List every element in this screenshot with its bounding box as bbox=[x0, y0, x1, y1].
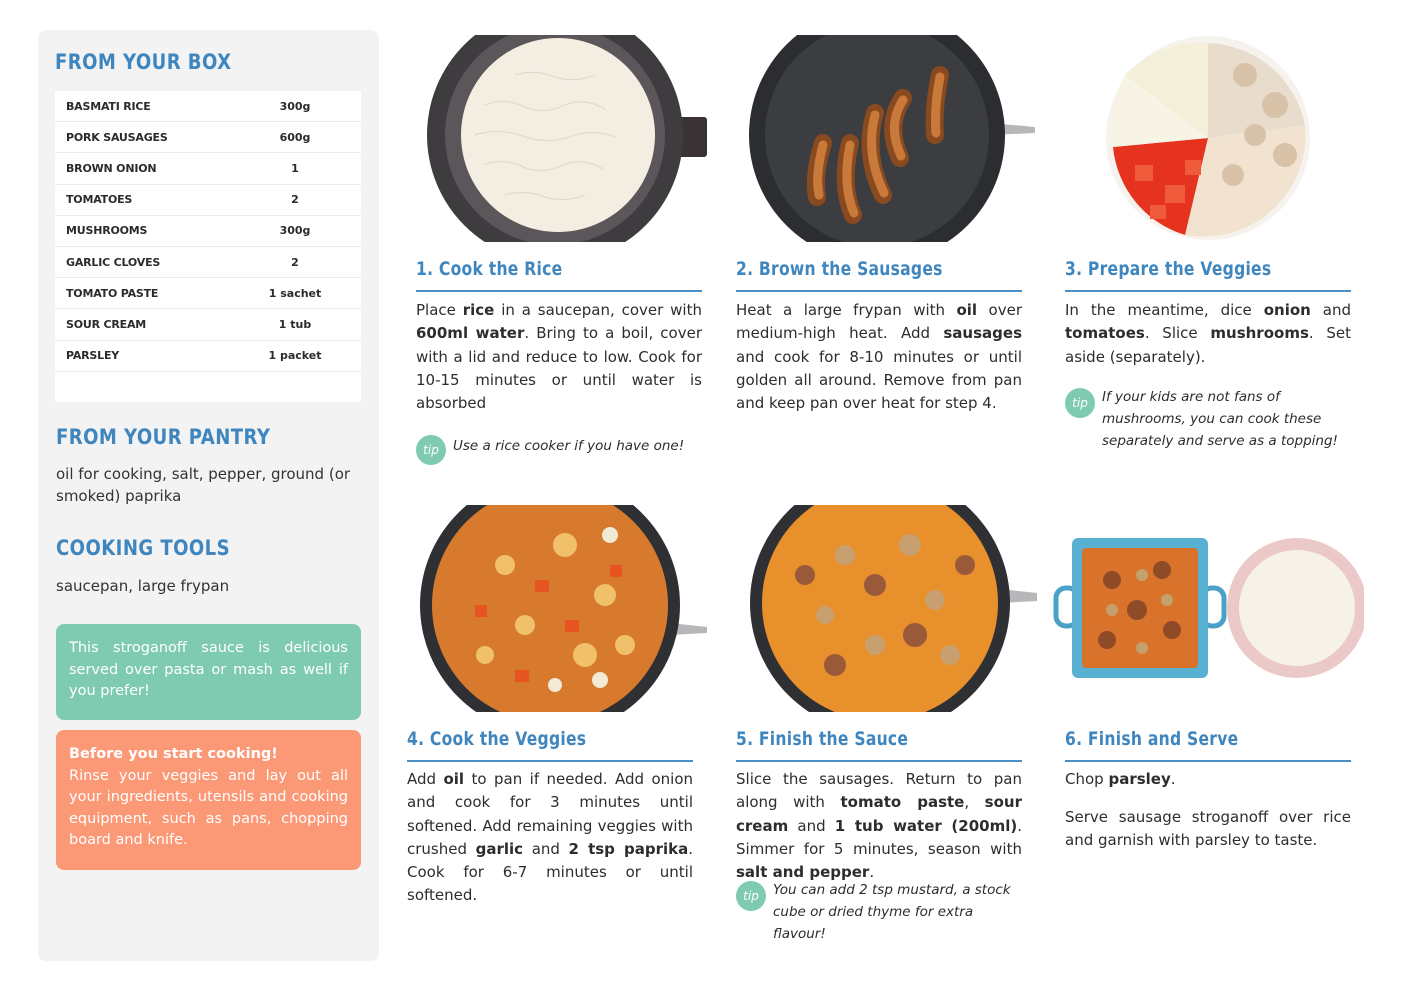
tip-badge-icon: tip bbox=[416, 435, 446, 465]
instruction-text: . bbox=[1170, 770, 1176, 788]
instruction-text: Slice the sausages. Return to pan along with bbox=[736, 770, 1022, 812]
ingredient-quantity: 1 packet bbox=[268, 349, 322, 363]
step-3-text bbox=[1065, 299, 1351, 369]
step-5-text bbox=[736, 768, 1022, 884]
step-5-tip-text: You can add 2 tsp mustard, a stock cube or dried thyme for extra flavour! bbox=[773, 882, 1011, 942]
step-1-text bbox=[416, 299, 702, 415]
step-1-tip bbox=[416, 433, 706, 465]
ingredient-row bbox=[55, 216, 361, 247]
instruction-text: and cook for 8-10 minutes or until golden all around. Remove from pan and keep pan over heat for step 4. bbox=[736, 347, 1022, 413]
ingredient-highlight: mushrooms bbox=[1210, 324, 1309, 343]
cooking-tools-text: saucepan, large frypan bbox=[56, 577, 230, 595]
ingredient-name: PARSLEY bbox=[66, 349, 120, 363]
step-5-photo bbox=[735, 505, 1037, 712]
instruction-text: Heat a large frypan with bbox=[736, 301, 957, 319]
instruction-text: . Slice bbox=[1144, 324, 1211, 343]
ingredient-highlight: 1 tub water (200ml) bbox=[834, 816, 1018, 835]
from-your-box-heading: FROM YOUR BOX bbox=[55, 50, 232, 74]
ingredient-quantity: 2 bbox=[291, 255, 299, 269]
instruction-text: over medium-high heat. Add bbox=[736, 301, 1022, 343]
instruction-text: to pan if needed. Add onion and cook for 3 minutes until softened. Add remaining veggies with crushed bbox=[407, 770, 693, 858]
ingredients-sidebar bbox=[38, 30, 379, 961]
ingredient-name: MUSHROOMS bbox=[66, 224, 148, 238]
ingredient-name: TOMATOES bbox=[66, 193, 133, 207]
step-5-tip bbox=[736, 879, 1026, 945]
step-1-photo bbox=[405, 35, 707, 242]
instruction-text: and bbox=[523, 839, 569, 858]
instruction-text: in a saucepan, cover with bbox=[494, 301, 702, 319]
ingredient-name: SOUR CREAM bbox=[66, 317, 147, 331]
ingredient-highlight: salt and pepper bbox=[736, 863, 870, 882]
instruction-text: In the meantime, dice bbox=[1065, 301, 1264, 319]
step-2-text bbox=[736, 299, 1022, 415]
step-1-title: 1. Cook the Rice bbox=[416, 258, 563, 280]
instruction-text: . bbox=[869, 863, 875, 882]
step-5-title: 5. Finish the Sauce bbox=[736, 728, 909, 750]
step-6-serve-text: Serve sausage stroganoff over rice and garnish with parsley to taste. bbox=[1065, 808, 1351, 850]
ingredient-highlight: tomato paste bbox=[840, 793, 965, 812]
ingredient-row bbox=[55, 341, 361, 372]
instruction-text: . Cook for 6-7 minutes or until softened. bbox=[407, 839, 693, 905]
ingredient-row bbox=[55, 185, 361, 216]
step-1-divider bbox=[416, 290, 702, 292]
instruction-text: Place bbox=[416, 301, 463, 319]
instruction-text: . Simmer for 5 minutes, season with bbox=[736, 816, 1022, 858]
step-2-divider bbox=[736, 290, 1022, 292]
cooking-tools-heading: COOKING TOOLS bbox=[56, 536, 231, 560]
pantry-text: oil for cooking, salt, pepper, ground (or smoked) paprika bbox=[56, 465, 351, 505]
ingredient-name: BROWN ONION bbox=[66, 161, 157, 175]
ingredient-quantity: 2 bbox=[291, 193, 299, 207]
instruction-text: Chop bbox=[1065, 770, 1109, 788]
ingredient-highlight: tomatoes bbox=[1065, 324, 1145, 343]
step-6-text bbox=[1065, 768, 1351, 791]
ingredient-highlight: 2 tsp paprika bbox=[568, 839, 689, 858]
step-2-title: 2. Brown the Sausages bbox=[736, 258, 943, 280]
step-1-tip-text: Use a rice cooker if you have one! bbox=[453, 438, 685, 454]
step-6-photo bbox=[1052, 530, 1364, 680]
ingredient-highlight: onion bbox=[1263, 301, 1311, 319]
step-3-title: 3. Prepare the Veggies bbox=[1065, 258, 1272, 280]
ingredient-highlight: garlic bbox=[475, 839, 524, 858]
instruction-text: . Bring to a boil, cover with a lid and reduce to low. Cook for 10-15 minutes or until water is absorbed bbox=[416, 324, 702, 413]
step-5-divider bbox=[736, 760, 1022, 762]
ingredient-highlight: oil bbox=[956, 301, 978, 319]
step-6-divider bbox=[1065, 760, 1351, 762]
tip-badge-icon: tip bbox=[736, 881, 766, 911]
ingredient-highlight: sausages bbox=[943, 324, 1022, 343]
step-3-divider bbox=[1065, 290, 1351, 292]
ingredient-quantity: 300g bbox=[279, 224, 311, 238]
serving-suggestion-note: This stroganoff sauce is delicious served over pasta or mash as well if you prefer! bbox=[56, 624, 361, 720]
from-your-pantry-heading: FROM YOUR PANTRY bbox=[56, 425, 271, 449]
ingredient-row bbox=[55, 91, 361, 122]
ingredient-row bbox=[55, 247, 361, 278]
step-3-tip bbox=[1065, 386, 1351, 452]
ingredient-row bbox=[55, 153, 361, 184]
tip-badge-icon: tip bbox=[1065, 388, 1095, 418]
step-6-title: 6. Finish and Serve bbox=[1065, 728, 1239, 750]
ingredient-quantity: 1 tub bbox=[278, 317, 312, 331]
ingredient-quantity: 300g bbox=[279, 99, 311, 113]
ingredient-highlight: rice bbox=[462, 301, 495, 319]
step-4-title: 4. Cook the Veggies bbox=[407, 728, 587, 750]
ingredient-name: PORK SAUSAGES bbox=[66, 130, 168, 144]
before-you-start-note bbox=[56, 730, 361, 870]
ingredient-highlight: oil bbox=[443, 770, 465, 788]
ingredient-name: GARLIC CLOVES bbox=[66, 255, 161, 269]
step-4-divider bbox=[407, 760, 693, 762]
ingredient-quantity: 1 bbox=[291, 161, 299, 175]
ingredient-name: BASMATI RICE bbox=[66, 99, 151, 113]
ingredient-highlight: 600ml water bbox=[416, 324, 525, 343]
step-4-text bbox=[407, 768, 693, 908]
instruction-text: and bbox=[788, 816, 835, 835]
step-4-photo bbox=[395, 505, 707, 712]
before-you-start-text: Rinse your veggies and lay out all your ingredients, utensils and cooking equipment, such as pans, chopping board and knife. bbox=[69, 767, 348, 848]
ingredient-row bbox=[55, 278, 361, 309]
step-2-photo bbox=[735, 35, 1037, 242]
step-3-tip-text: If your kids are not fans of mushrooms, you can cook these separately and serve as a topping! bbox=[1102, 389, 1338, 449]
ingredient-highlight: parsley bbox=[1108, 770, 1171, 788]
step-3-photo bbox=[1065, 35, 1355, 242]
ingredient-quantity: 1 sachet bbox=[268, 286, 322, 300]
ingredient-row bbox=[55, 309, 361, 340]
instruction-text: . Set aside (separately). bbox=[1065, 324, 1352, 366]
instruction-text: Add bbox=[407, 770, 444, 788]
ingredient-row bbox=[55, 122, 361, 153]
ingredient-highlight: sour cream bbox=[736, 793, 1022, 835]
instruction-text: and bbox=[1310, 301, 1351, 319]
ingredients-table bbox=[55, 91, 361, 402]
before-you-start-title: Before you start cooking! bbox=[69, 746, 278, 762]
ingredient-row-empty bbox=[55, 372, 361, 402]
ingredient-name: TOMATO PASTE bbox=[66, 286, 159, 300]
instruction-text: , bbox=[964, 793, 985, 812]
ingredient-quantity: 600g bbox=[279, 130, 311, 144]
